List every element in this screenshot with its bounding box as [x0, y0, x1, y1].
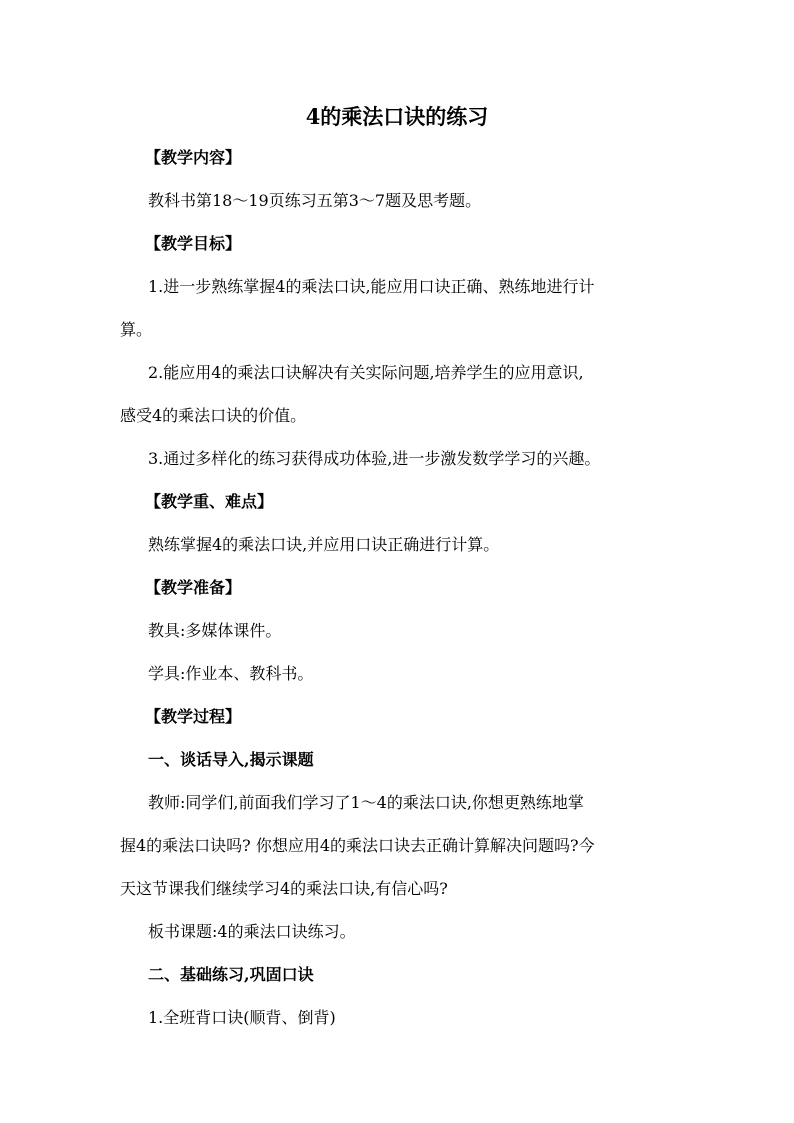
- document-title: 4的乘法口诀的练习: [305, 104, 489, 129]
- section-heading-goals: 【教学目标】: [145, 234, 242, 253]
- goal-2-line-2: 感受4的乘法口诀的价值。: [120, 406, 307, 425]
- part-1-paragraph-line-2: 握4的乘法口诀吗? 你想应用4的乘法口诀去正确计算解决问题吗?今: [120, 836, 595, 855]
- part-1-board-title: 板书课题:4的乘法口诀练习。: [148, 922, 356, 941]
- part-2-heading: 二、基础练习,巩固口诀: [148, 965, 314, 984]
- section-heading-process: 【教学过程】: [145, 707, 242, 726]
- part-1-heading: 一、谈话导入,揭示课题: [148, 750, 314, 769]
- goal-3-line-1: 3.通过多样化的练习获得成功体验,进一步激发数学学习的兴趣。: [148, 449, 601, 468]
- prep-student-tools: 学具:作业本、教科书。: [148, 664, 314, 683]
- section-heading-prep: 【教学准备】: [145, 578, 242, 597]
- goal-2-line-1: 2.能应用4的乘法口诀解决有关实际问题,培养学生的应用意识,: [148, 363, 584, 382]
- keypoints-text: 熟练掌握4的乘法口诀,并应用口诀正确进行计算。: [148, 535, 500, 554]
- part-2-item-1: 1.全班背口诀(顺背、倒背): [148, 1008, 336, 1027]
- part-1-paragraph-line-3: 天这节课我们继续学习4的乘法口诀,有信心吗?: [120, 879, 448, 898]
- prep-teacher-tools: 教具:多媒体课件。: [148, 621, 282, 640]
- content-text: 教科书第18～19页练习五第3～7题及思考题。: [148, 191, 482, 210]
- goal-1-line-2: 算。: [120, 320, 153, 339]
- section-heading-content: 【教学内容】: [145, 148, 242, 167]
- section-heading-keypoints: 【教学重、难点】: [145, 492, 274, 511]
- part-1-paragraph-line-1: 教师:同学们,前面我们学习了1～4的乘法口诀,你想更熟练地掌: [148, 793, 584, 812]
- goal-1-line-1: 1.进一步熟练掌握4的乘法口诀,能应用口诀正确、熟练地进行计: [148, 277, 595, 296]
